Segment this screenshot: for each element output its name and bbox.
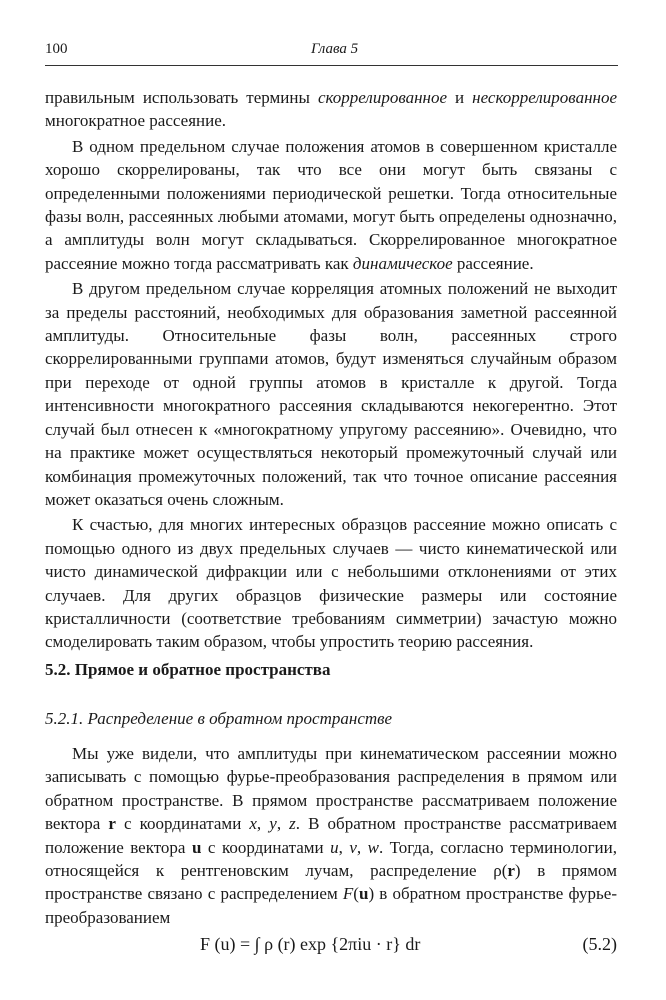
paragraph (45, 86, 617, 133)
text-run: v (349, 837, 357, 857)
text-run: . Тогда, согласно терминологии, относящейся к рентгеновским лучам, распределение ρ( (45, 837, 617, 881)
text-run: В другом предельном случае корреляция атомных положений не выходит за пределы расстояний, необходимых для образования заметной рассеянной амплитуды. Относительные фазы волн, рассеянных строго скоррелированными группами атомов, будут изменяться случайным образом при переходе от одной группы атомов в кристалле к другой. Тогда интенсивности многократного рассеяния складываются некогерентно. Этот случай был отнесен к «многократному упругому рассеянию». Очевидно, что на практике может осуществляться некоторый промежуточный случай или комбинация промежуточных положений, так что точное описание рассеяния может оказаться очень сложным. (45, 279, 617, 509)
text-run: с координатами (115, 814, 250, 834)
paragraph (45, 513, 617, 653)
body-text (45, 86, 617, 654)
text-run: , (276, 814, 290, 834)
text-run: многократное рассеяние. (45, 111, 226, 131)
text-run: r (108, 814, 116, 834)
text-run: ) в обратном пространстве фурье-преобразованием (45, 884, 617, 927)
text-run: u (358, 884, 369, 904)
header-rule (45, 65, 618, 66)
text-run: , (356, 837, 368, 857)
text-run: с координатами (201, 837, 331, 857)
equation (45, 934, 617, 964)
text-run: , (338, 837, 350, 857)
text-run: y (269, 814, 277, 834)
equation-formula: F (u) = ∫ ρ (r) exp {2πiu · r} dr (200, 934, 421, 954)
text-run: ) в прямом пространстве связано с распределением (45, 861, 617, 904)
chapter-title: Глава 5 (311, 41, 359, 57)
paragraph (45, 742, 617, 929)
text-run: u (191, 837, 202, 857)
text-run: нескоррелированное (472, 88, 617, 107)
paragraph (45, 135, 617, 275)
paragraph (45, 277, 617, 511)
text-run: , (256, 814, 270, 834)
text-run: u (330, 837, 339, 857)
text-run: Мы уже видели, что амплитуды при кинематическом рассеянии можно записывать с помощью фурье-преобразования распределения в прямом или обратном пространстве. В прямом пространстве рассматриваем положение вектора (45, 744, 617, 834)
section-heading: 5.2. Прямое и обратное пространства (45, 660, 331, 679)
text-run: z (289, 814, 296, 834)
text-run: правильным использовать термины (45, 88, 318, 107)
text-run: В одном предельном случае положения атомов в совершенном кристалле хорошо скоррелированы, так что все они могут быть связаны с определенными положениями периодической решетки. Тогда относительные фазы волн, рассеянных любыми атомами, могут быть определены однозначно, а амплитуды волн могут складываться. Скоррелированное многократное рассеяние можно тогда рассматривать как (45, 136, 617, 273)
text-run: динамическое (352, 253, 453, 273)
text-run: скоррелированное (317, 88, 447, 107)
text-run: К счастью, для многих интересных образцов рассеяние можно описать с помощью одного из двух предельных случаев — чисто кинематической или чисто динамической дифракции или с небольшими отклонениями от этих случаев. Для других образцов физические размеры или состояние кристалличности (соответствие требованиям симметрии) зачастую можно смоделировать таким образом, чтобы упростить теорию рассеяния. (45, 515, 617, 652)
text-run: F (342, 884, 354, 904)
text-run: w (367, 837, 379, 857)
text-run: r (507, 861, 515, 881)
body-text-2 (45, 742, 617, 929)
text-run: x (249, 814, 257, 834)
running-header (45, 41, 618, 61)
text-run: рассеяние. (452, 253, 534, 273)
text-run: и (447, 88, 473, 107)
page-number: 100 (45, 41, 68, 57)
equation-number: (5.2) (582, 934, 617, 954)
subsection-heading: 5.2.1. Распределение в обратном пространстве (45, 709, 393, 728)
text-run: ( (353, 884, 359, 904)
text-run: . В обратном пространстве рассматриваем положение вектора (45, 814, 617, 857)
